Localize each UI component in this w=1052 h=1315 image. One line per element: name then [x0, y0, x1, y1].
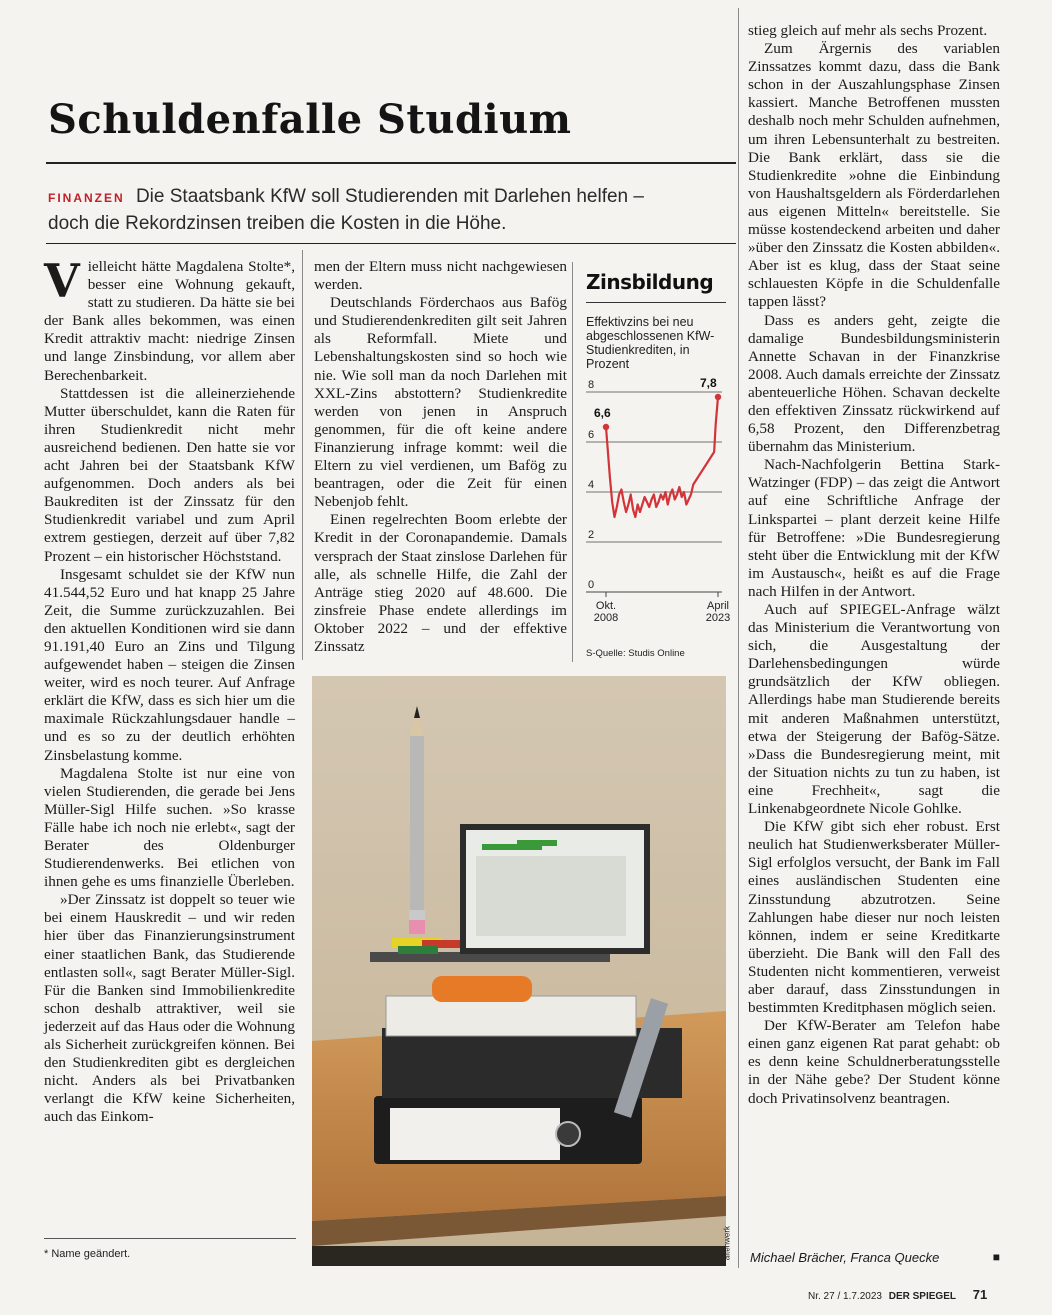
- paragraph: Stattdessen ist die alleinerziehende Mutter überschuldet, kann die Raten für ihren Studienkredit nicht mehr ausreichend bedienen. Den hatte sie vor acht Jahren bei der Staatsbank KfW aufgenommen. Doch anders als bei Baukrediten ist der Zinssatz für den Studienkredit variabel und zum April extrem gestiegen, derzeit auf über 7,82 Prozent – ein historischer Höchststand.: [44, 384, 295, 565]
- chart-subtitle: Effektivzins bei neu abgeschlossenen KfW-Studienkrediten, in Prozent: [586, 315, 715, 371]
- data-point: [715, 394, 721, 400]
- chart-title: Zinsbildung: [586, 270, 714, 294]
- photo-credit: altenwerk: [722, 1226, 731, 1261]
- photo: [312, 676, 731, 1266]
- footnote-rule: [44, 1238, 296, 1239]
- chart-svg: [580, 376, 731, 640]
- paragraph: Dass es anders geht, zeigte die damalige Bundesbildungsministerin Annette Schavan in der Finanzkrise 2008. Auch damals erreichte der Zinssatz abenteuerliche Höhen. Schavan deckelte den effektiven Zinssatz rückwirkend auf 6,58 Prozent, den Differenzbetrag übernahm das Ministerium.: [748, 311, 1000, 456]
- y-tick-label: 8: [588, 379, 595, 391]
- chart-source: S-Quelle: Studis Online: [586, 648, 685, 659]
- article-column-3: [748, 22, 1000, 1108]
- teaser: [48, 184, 728, 236]
- y-tick-label: 2: [588, 529, 595, 541]
- paragraph: Auch auf SPIEGEL-Anfrage wälzt das Ministerium die Verantwortung von sich, die Ausgestaltung der Darlehensbedingungen würde grundsätzlich der KfW obliegen. Allerdings habe man Studierende bereits mit anderen Maßnahmen unterstützt, etwa der Steigerung der Bafög-Sätze. »Dass die Bundesregierung meint, mit der Situation nichts zu tun zu haben, ist eine Frechheit«, sagt die Linkenabgeordnete Nicole Gohlke.: [748, 601, 1000, 818]
- paragraph: Insgesamt schuldet sie der KfW nun 41.544,52 Euro und hat knapp 25 Jahre Zeit, die Summe zurückzuzahlen. Bei den aktuellen Konditionen wird sie dann 91.191,40 Euro an Zins und Tilgung aufgewendet haben – steigen die Zinsen weiter, wird es noch teurer. Auf Anfrage erklärt die KfW, dass es sich hier um die maximale Rückzahlungsdauer handle – und es so zu der deutlich erhöhten Zinsbelastung komme.: [44, 565, 295, 764]
- column-divider-2: [738, 8, 739, 1268]
- chart-box: [580, 270, 730, 662]
- paragraph: Der KfW-Berater am Telefon habe einen ganz eigenen Rat parat gehabt: ob es denn keine Schuldnerberatungsstelle in der Nähe gebe? Der Student könne doch Privatinsolvenz beantragen.: [748, 1017, 1000, 1107]
- data-label: 7,8: [700, 376, 717, 390]
- paragraph: stieg gleich auf mehr als sechs Prozent.: [748, 22, 988, 39]
- paragraph: Deutschlands Förderchaos aus Bafög und Studierendenkrediten gilt seit Jahren als Reformfall. Miete und Lebenshaltungskosten sind so hoch wie nie. Wie soll man da noch Darlehen mit XXL-Zins abstottern? Studienkredite werden von jenen in Anspruch genommen, für die oft keine andere Finanzierung infrage kommt: weil die Eltern zu viel verdienen, um Bafög zu beantragen, oder die Zeit für einen Nebenjob fehlt.: [314, 294, 567, 511]
- page-number: 71: [972, 1287, 988, 1302]
- teaser-rule: [46, 243, 736, 244]
- article-column-2: [314, 258, 567, 656]
- photo-illustration: [312, 676, 726, 1266]
- headline-rule: [46, 162, 736, 164]
- y-tick-label: 4: [588, 479, 595, 491]
- data-label: 6,6: [594, 406, 611, 420]
- teaser-line-2: doch die Rekordzinsen treiben die Kosten in die Höhe.: [48, 213, 507, 234]
- paragraph: Vielleicht hätte Magdalena Stolte*, besser eine Wohnung gekauft, statt zu studieren. Da hätte sie bei der Bank alles bekommen, was einen Kredit attraktiv macht: niedrige Zinsen und lange Zinsbindung, vor allem aber Berechenbarkeit.: [44, 254, 295, 384]
- dropcap: V: [44, 254, 80, 308]
- issue-number: Nr. 27 / 1.7.2023: [808, 1291, 882, 1302]
- paragraph: Magdalena Stolte ist nur eine von vielen Studierenden, die gerade bei Jens Müller-Sigl Hilfe suchen. »So krasse Fälle habe ich noch nie erlebt«, sagt der Berater des Oldenburger Studierendenwerks. Bei etlichen von ihnen gehe es ums finanzielle Überleben.: [44, 764, 295, 891]
- paragraph: »Der Zinssatz ist doppelt so teuer wie bei einem Hauskredit – und wir reden hier über das Finanzierungsinstrument einer staatlichen Bank, das Studierende entlasten soll«, sagt Berater Müller-Sigl. Für die Banken sind Immobilienkredite schon deshalb attraktiver, weil sie jederzeit auf das Haus oder die Wohnung als Sicherheit zurückgreifen können. Bei den Studienkrediten gibt es dergleichen nicht. Anders als bei Privatbanken verlangt die KfW keine Sicherheiten, auch das Einkom-: [44, 891, 295, 1126]
- paragraph: Einen regelrechten Boom erlebte der Kredit in der Coronapandemie. Damals versprach der Staat zinslose Darlehen für alle, als schnelle Hilfe, die Zahl der Anträge stieg 2020 auf 48.600. Die zinsfreie Phase endete allerdings im Oktober 2022 – und der effektive Zinssatz: [314, 511, 567, 655]
- magazine-brand: DER SPIEGEL: [888, 1291, 956, 1302]
- paragraph: men der Eltern muss nicht nachgewiesen werden.: [314, 258, 567, 294]
- end-mark: ■: [992, 1250, 1000, 1264]
- column-divider-1: [302, 250, 303, 660]
- author-line: [750, 1250, 1000, 1265]
- footnote: * Name geändert.: [44, 1248, 131, 1260]
- page-footer: [808, 1287, 987, 1302]
- paragraph: Zum Ärgernis des variablen Zinssatzes kommt dazu, dass die Bank schon in der Auszahlungsphase Zinsen kassiert. Manche Betroffenen mussten deshalb noch mehr Schulden aufnehmen, um ihren Lebensunterhalt zu bestreiten. Die Bank erklärt, dass sie die Studienkredite »ohne die Einbindung von Haushaltsgeldern als Förderdarlehen aus eigenen Mitteln« bereitstelle. Sie müsse kostendeckend arbeiten und daher »über den Zinssatz die Kosten abbilden«. Aber ist es klug, dass der Staat seine schlauesten Köpfe in die Schuldenfalle tappen lässt?: [748, 40, 1000, 311]
- paragraph: Nach-Nachfolgerin Bettina Stark-Watzinger (FDP) – das zeigt die Antwort auf eine Schriftliche Anfrage der Linkspartei – plant derzeit keine Hilfe für Betroffene: »Die Bundesregierung steht über die Entwicklung mit der KfW im Austausch«, heißt es auf die Frage nach Hilfen in der Antwort.: [748, 456, 1000, 600]
- authors: Michael Brächer, Franca Quecke: [750, 1250, 940, 1265]
- data-point: [603, 424, 609, 430]
- rubric: FINANZEN: [48, 191, 125, 205]
- x-tick-label: Okt.: [595, 600, 617, 612]
- teaser-line-1: Die Staatsbank KfW soll Studierenden mit Darlehen helfen –: [135, 186, 644, 207]
- x-tick-label: 2023: [705, 612, 731, 624]
- x-tick-label: 2008: [593, 612, 619, 624]
- article-column-1: [44, 254, 295, 1127]
- y-tick-label: 0: [588, 579, 595, 591]
- headline: Schuldenfalle Studium: [48, 96, 572, 143]
- y-tick-label: 6: [588, 429, 595, 441]
- chart-title-rule: [586, 302, 726, 303]
- series-line: [606, 397, 718, 517]
- paragraph: Die KfW gibt sich eher robust. Erst neulich hat Studienwerksberater Müller-Sigl erfolglos versucht, der Bank im Fall eines ausländischen Studenten eine Zinsstundung abzutrotzen. Seine Zahlungen habe dieser nur noch leisten können, indem er seine Kreditkarte überzieht. Die Bank will den Fall des Studenten nicht kommentieren, verweist aber darauf, dass Zinsstundungen in bestimmten Kreditphasen möglich seien.: [748, 818, 1000, 1017]
- column-divider-3: [572, 262, 573, 662]
- x-tick-label: April: [706, 600, 730, 612]
